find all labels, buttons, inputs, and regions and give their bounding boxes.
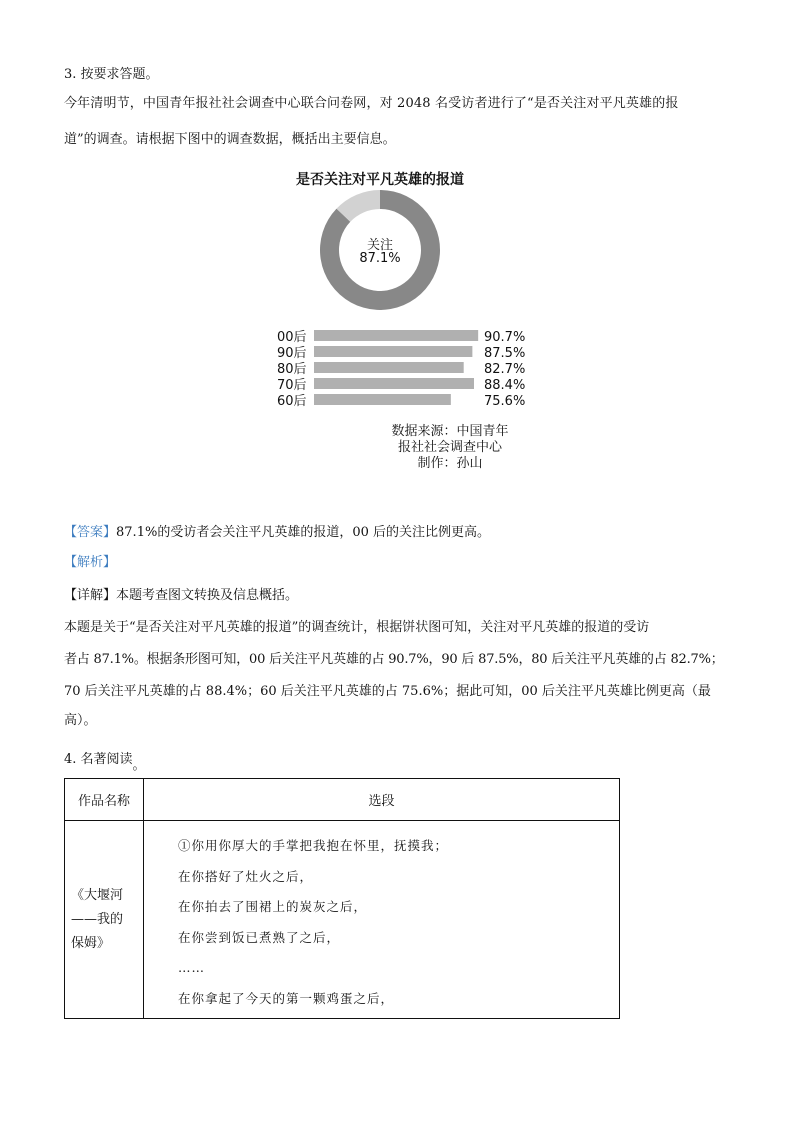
chart-title: 是否关注对平凡英雄的报道 <box>296 172 464 188</box>
bar-value-label: 90.7% <box>484 330 526 345</box>
work-line: 《大堰河 <box>71 887 124 903</box>
bar-category-label: 70后 <box>277 378 307 393</box>
donut-value: 87.1% <box>359 251 401 266</box>
answer-tag: 【答案】 <box>64 525 117 540</box>
bar-1 <box>314 346 472 357</box>
donut-label: 关注 <box>366 238 393 253</box>
excerpt <box>144 821 620 1019</box>
detail-line: 者占 87.1%。根据条形图可知，00 后关注平凡英雄的占 90.7%，90 后 87.5%，80 后关注平凡英雄的占 82.7%； <box>64 652 724 667</box>
answer-text: 87.1%的受访者会关注平凡英雄的报道，00 后的关注比例更高。 <box>116 525 490 540</box>
source-line: 数据来源：中国青年 <box>391 424 509 439</box>
poem-line: 在你搭好了灶火之后， <box>178 868 314 884</box>
q4-heading-text: 4. 名著阅读 <box>64 752 133 767</box>
work-line: 保姆》 <box>71 935 111 951</box>
detail-text: 本题考查图文转换及信息概括。 <box>116 588 299 603</box>
bar-category-label: 80后 <box>277 362 307 377</box>
detail-line: 本题是关于“是否关注对平凡英雄的报道”的调查统计，根据饼状图可知，关注对平凡英雄的报道的受访 <box>64 620 650 635</box>
q3-text-line: 今年清明节，中国青年报社社会调查中心联合问卷网，对 2048 名受访者进行了“是否关注对平凡英雄的报 <box>64 96 679 111</box>
q3-text-line: 道”的调查。请根据下图中的调查数据，概括出主要信息。 <box>64 132 396 147</box>
answer <box>64 525 490 541</box>
bar-2 <box>314 362 464 373</box>
poem-line: …… <box>178 960 205 975</box>
work-line: ——我的 <box>71 911 124 927</box>
detail-tag: 【详解】 <box>64 588 117 603</box>
bar-3 <box>314 378 474 389</box>
header-work: 作品名称 <box>65 779 144 821</box>
source-line: 报社社会调查中心 <box>397 440 502 455</box>
bar-category-label: 00后 <box>277 330 307 345</box>
bar-value-label: 75.6% <box>484 394 526 409</box>
survey-chart <box>270 160 540 480</box>
detail <box>64 588 298 604</box>
poem-line: 在你拍去了围裙上的炭灰之后， <box>178 899 368 914</box>
credit-line: 制作：孙山 <box>417 456 483 471</box>
detail-line: 70 后关注平凡英雄的占 88.4%；60 后关注平凡英雄的占 75.6%；据此可知，00 后关注平凡英雄比例更高（最 <box>64 684 711 699</box>
bar-category-label: 90后 <box>277 346 307 361</box>
bar-value-label: 88.4% <box>484 378 526 393</box>
q4-dot: 。 <box>132 758 146 773</box>
bar-4 <box>314 394 451 405</box>
q3-heading: 3. 按要求答题。 <box>64 67 159 82</box>
q4-heading <box>64 752 146 773</box>
bar-value-label: 87.5% <box>484 346 526 361</box>
reading-table <box>64 778 620 1019</box>
poem-line: 在你拿起了今天的第一颗鸡蛋之后， <box>178 990 395 1006</box>
bar-value-label: 82.7% <box>484 362 526 377</box>
poem-line: 在你尝到饭已煮熟了之后， <box>178 929 341 945</box>
bar-category-label: 60后 <box>277 394 307 409</box>
analysis-tag: 【解析】 <box>64 555 117 570</box>
detail-line: 高）。 <box>64 713 97 728</box>
header-excerpt: 选段 <box>144 779 620 821</box>
poem-line: ①你用你厚大的手掌把我抱在怀里，抚摸我； <box>178 838 449 853</box>
bar-0 <box>314 330 478 341</box>
work-title <box>65 821 144 1019</box>
